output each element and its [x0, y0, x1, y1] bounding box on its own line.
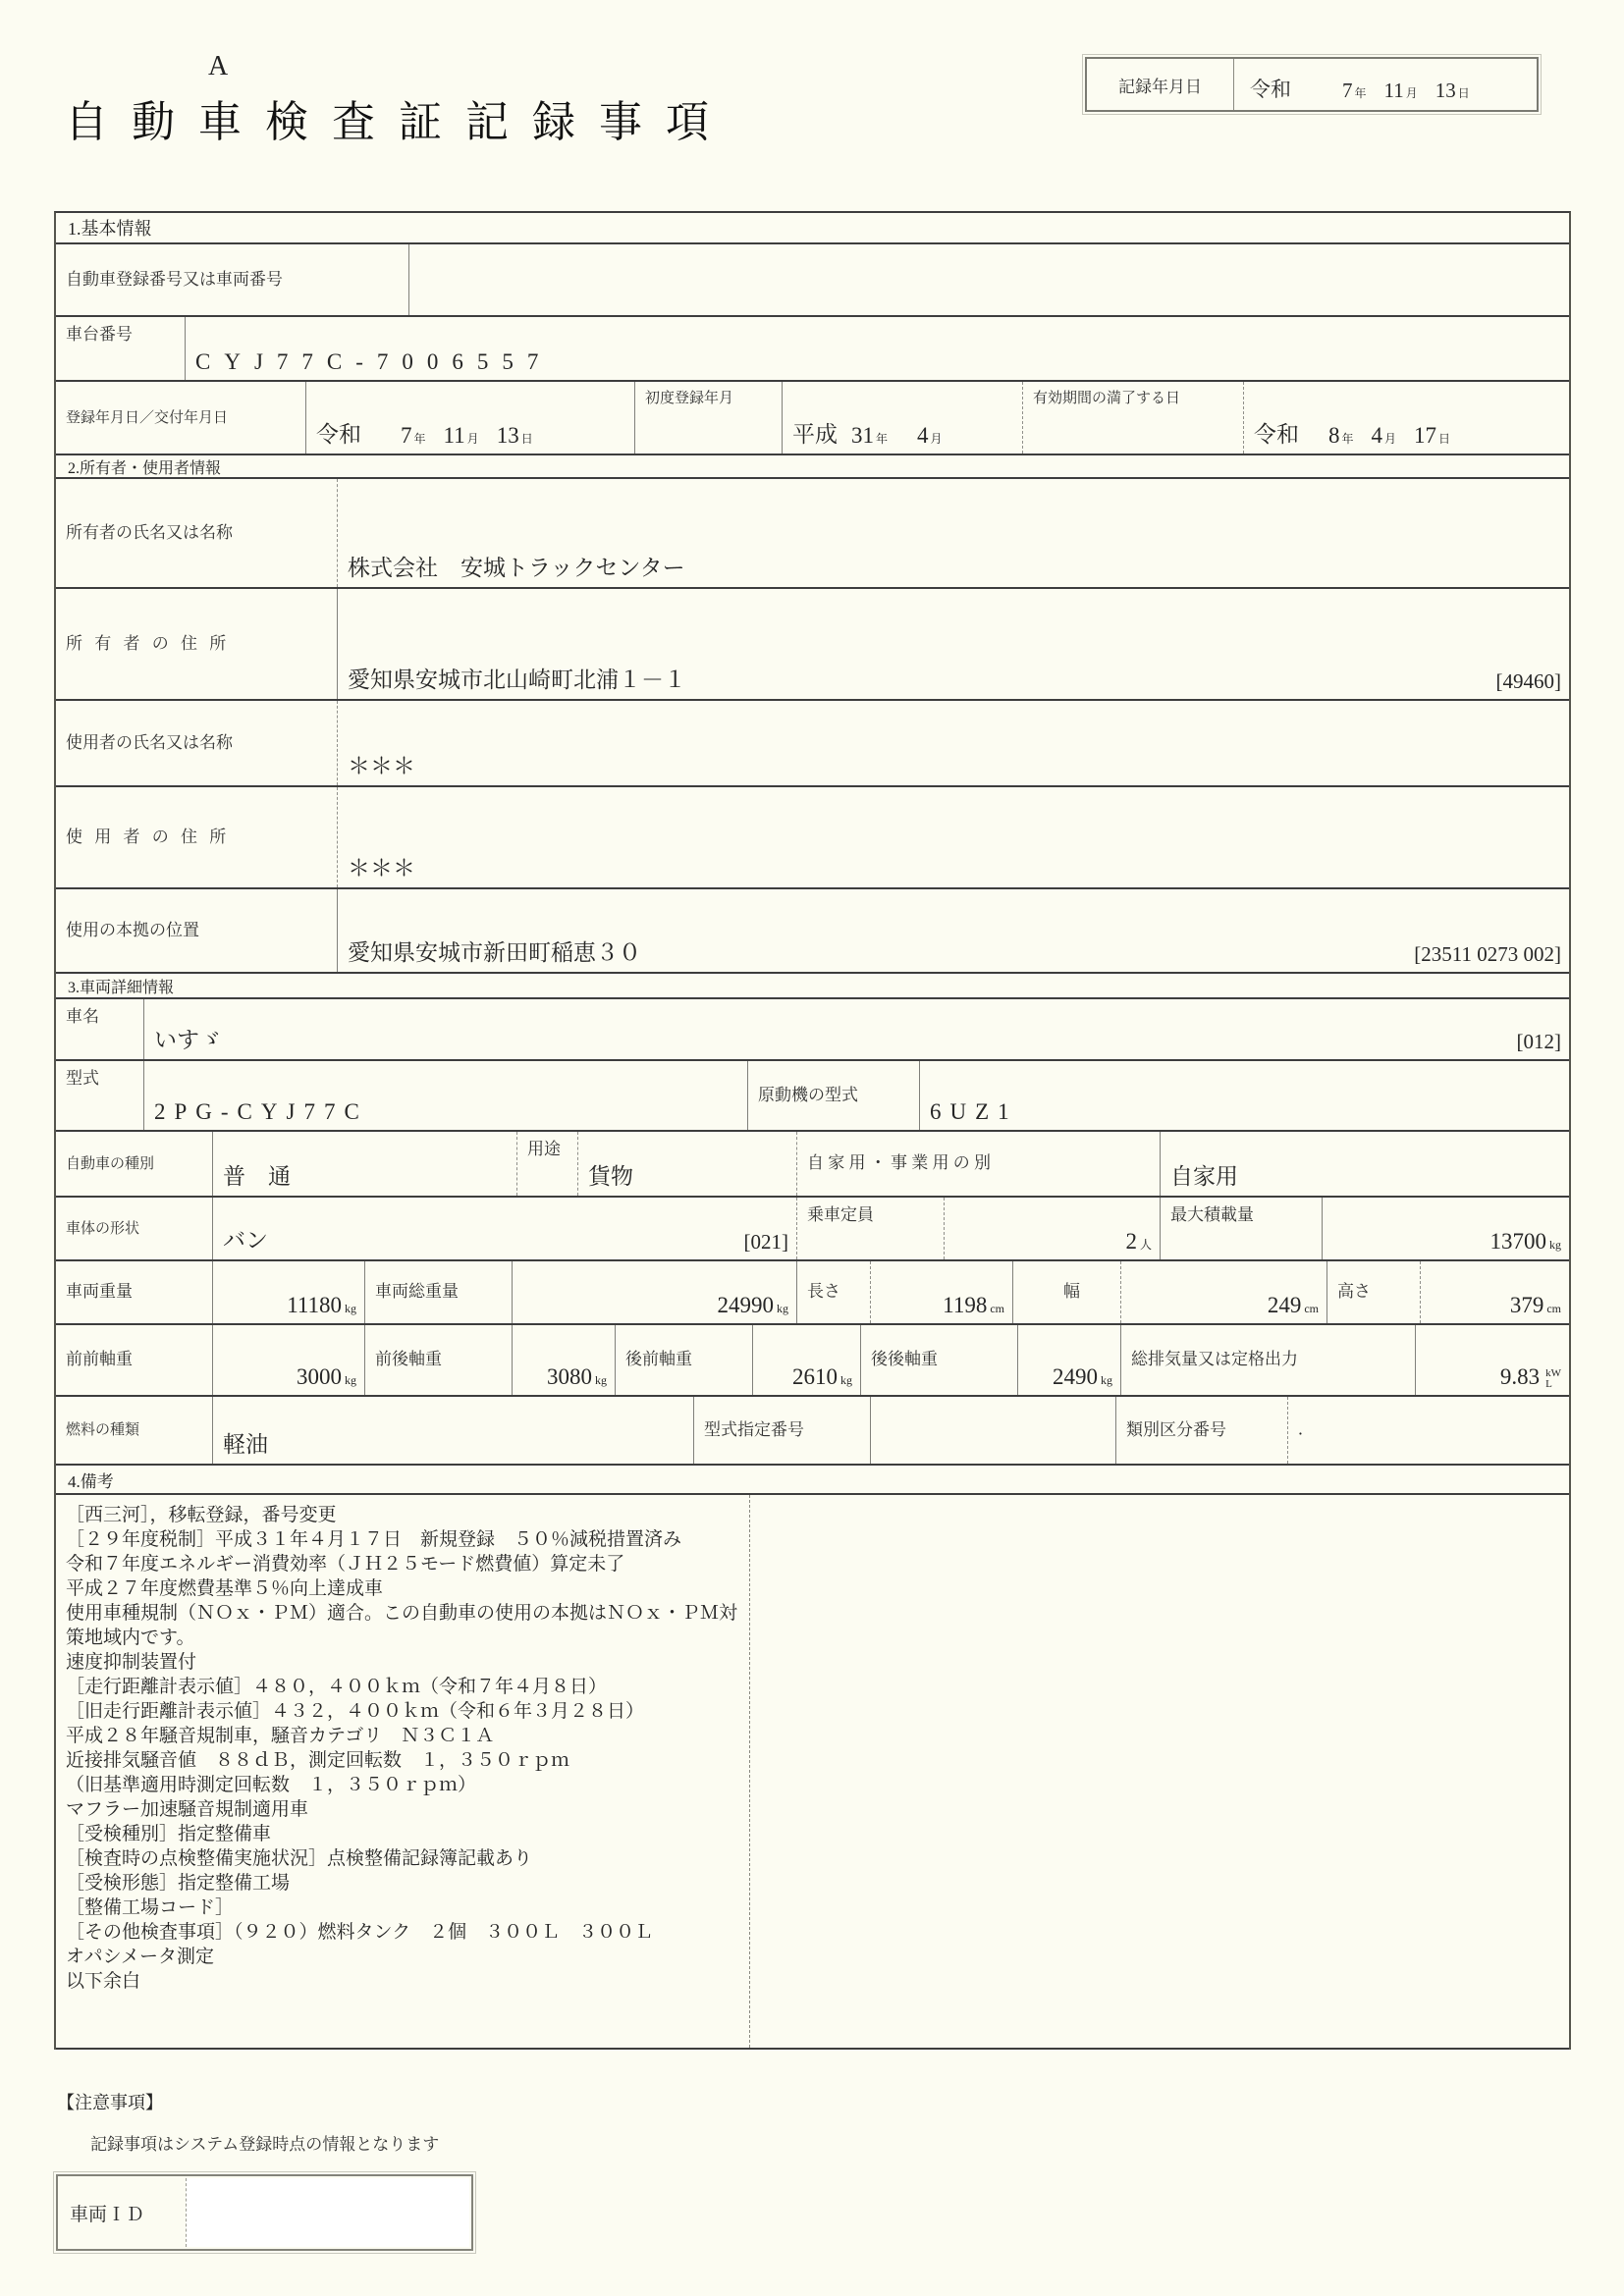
registration-date-year-unit: 年 — [413, 432, 426, 446]
record-date-year-unit: 年 — [1354, 86, 1367, 100]
owner-name-row — [56, 479, 1569, 589]
expiry-date-era: 令和 — [1254, 422, 1299, 447]
displacement-unit — [1545, 1368, 1561, 1390]
body-shape-value — [213, 1198, 797, 1259]
model-value: 2PG-CYJ77C — [144, 1061, 748, 1130]
chassis-number-row — [56, 317, 1569, 382]
vehicle-weight-number: 11180 — [287, 1293, 342, 1317]
vehicle-weight-unit: kg — [345, 1302, 356, 1315]
owner-address-row — [56, 589, 1569, 701]
gross-weight-label: 車両総重量 — [365, 1261, 513, 1323]
owner-address-code: [49460] — [1495, 669, 1561, 693]
notes-title: 【注意事項】 — [57, 2093, 163, 2112]
first-registration-era: 平成 — [792, 422, 838, 447]
model-label: 型式 — [56, 1061, 144, 1130]
first-registration-value — [783, 382, 1023, 454]
rear-front-axle-unit: kg — [840, 1373, 852, 1387]
remark-line: オパシメータ測定 — [66, 1947, 215, 1967]
registration-number-value — [409, 244, 1569, 315]
displacement-label: 総排気量又は定格出力 — [1121, 1325, 1416, 1395]
section-2-heading: 2.所有者・使用者情報 — [56, 455, 1569, 479]
registration-number-label: 自動車登録番号又は車両番号 — [56, 244, 409, 315]
front-rear-axle-value — [513, 1325, 616, 1395]
remark-line: 以下余白 — [66, 1971, 141, 1992]
remark-line: 速度抑制装置付 — [66, 1652, 197, 1673]
height-number: 379 — [1509, 1293, 1544, 1317]
front-front-axle-number: 3000 — [297, 1364, 342, 1389]
user-address-row — [56, 787, 1569, 889]
remark-line: 近接排気騒音値 ８８ｄＢ，測定回転数 １，３５０ｒｐｍ — [66, 1750, 570, 1771]
record-date-era: 令和 — [1250, 78, 1291, 101]
width-unit: cm — [1304, 1302, 1319, 1315]
section-3-heading: 3.車両詳細情報 — [56, 974, 1569, 999]
remark-line: ［旧走行距離計表示値］４３２，４００ｋｍ（令和６年３月２８日） — [66, 1701, 645, 1722]
private-business-value: 自家用 — [1170, 1164, 1238, 1189]
remark-line: 平成２７年度燃費基準５％向上達成車 — [66, 1578, 384, 1599]
width-value — [1121, 1261, 1327, 1323]
expiry-date-label: 有効期間の満了する日 — [1023, 382, 1244, 454]
front-front-axle-value — [213, 1325, 365, 1395]
rear-rear-axle-label: 後後軸重 — [861, 1325, 1018, 1395]
car-name-row — [56, 999, 1569, 1061]
use-value: 貨物 — [578, 1132, 797, 1196]
remarks-box — [56, 1495, 1569, 2050]
fuel-value: 軽油 — [213, 1397, 694, 1464]
registration-date-day: 13 — [496, 423, 519, 448]
remark-line: ［受検種別］指定整備車 — [66, 1824, 272, 1844]
expiry-date-month-unit: 月 — [1384, 432, 1397, 446]
registration-number-row — [56, 244, 1569, 317]
first-registration-label: 初度登録年月 — [635, 382, 783, 454]
weights-dimensions-row — [56, 1261, 1569, 1325]
user-name-row — [56, 701, 1569, 787]
rear-rear-axle-unit: kg — [1101, 1373, 1112, 1387]
displacement-unit-top: kW — [1545, 1367, 1561, 1379]
base-location-text: 愛知県安城市新田町稲恵３０ — [348, 940, 641, 965]
owner-name-label: 所有者の氏名又は名称 — [56, 479, 338, 587]
record-date-day: 13 — [1435, 79, 1456, 102]
max-load-value — [1323, 1198, 1569, 1259]
section-1-heading: 1.基本情報 — [56, 213, 1569, 244]
expiry-date-year: 8 — [1328, 423, 1340, 448]
max-load-label: 最大積載量 — [1161, 1198, 1323, 1259]
height-value — [1421, 1261, 1569, 1323]
body-shape-text: バン — [223, 1228, 268, 1253]
record-date-year: 7 — [1342, 79, 1353, 102]
record-date-label: 記録年月日 — [1087, 59, 1234, 110]
user-name-label: 使用者の氏名又は名称 — [56, 701, 338, 785]
owner-name-value: 株式会社 安城トラックセンター — [348, 556, 685, 580]
remark-line: ［走行距離計表示値］４８０，４００ｋｍ（令和７年４月８日） — [66, 1677, 608, 1697]
class-number-label: 類別区分番号 — [1116, 1397, 1288, 1464]
remark-line: ［西三河］，移転登録，番号変更 — [66, 1505, 337, 1525]
owner-address-value — [338, 589, 1569, 699]
base-location-value — [338, 889, 1569, 972]
type-designation-label: 型式指定番号 — [694, 1397, 871, 1464]
remark-line: 平成２８年騒音規制車，騒音カテゴリ Ｎ３Ｃ１Ａ — [66, 1726, 495, 1746]
car-name-label: 車名 — [56, 999, 144, 1059]
base-location-label: 使用の本拠の位置 — [56, 889, 338, 972]
front-front-axle-unit: kg — [345, 1373, 356, 1387]
height-label: 高さ — [1327, 1261, 1421, 1323]
body-shape-label: 車体の形状 — [56, 1198, 213, 1259]
front-rear-axle-number: 3080 — [547, 1364, 592, 1389]
user-name-value: ＊＊＊ — [348, 754, 415, 778]
remark-line: 使用車種規制（ＮＯｘ・ＰＭ）適合。この自動車の使用の本拠はＮＯｘ・ＰＭ対策地域内です。 — [66, 1603, 738, 1648]
chassis-number-value: CYJ77C-7006557 — [195, 349, 553, 374]
expiry-date-day-unit: 日 — [1438, 432, 1451, 446]
body-shape-row — [56, 1198, 1569, 1261]
gross-weight-unit: kg — [777, 1302, 788, 1315]
first-registration-year-unit: 年 — [876, 432, 889, 446]
user-address-label: 使 用 者 の 住 所 — [56, 787, 338, 887]
category-row — [56, 1132, 1569, 1198]
displacement-unit-bottom: L — [1545, 1378, 1552, 1390]
expiry-date-year-unit: 年 — [1341, 432, 1354, 446]
first-registration-month: 4 — [917, 423, 929, 448]
fuel-row — [56, 1397, 1569, 1466]
remarks-text — [56, 1495, 749, 2048]
displacement-number: 9.83 — [1499, 1364, 1541, 1389]
capacity-value — [945, 1198, 1161, 1259]
remark-line: 令和７年度エネルギー消費効率（ＪＨ２５モード燃費値）算定未了 — [66, 1554, 625, 1575]
category-value: 普 通 — [213, 1132, 517, 1196]
record-date-day-unit: 日 — [1457, 86, 1470, 100]
capacity-label: 乗車定員 — [797, 1198, 945, 1259]
remark-line: ［受検形態］指定整備工場 — [66, 1873, 291, 1894]
owner-address-label: 所 有 者 の 住 所 — [56, 589, 338, 699]
class-number-value: ． — [1298, 1421, 1315, 1438]
record-date-month-unit: 月 — [1405, 86, 1418, 100]
length-unit: cm — [990, 1302, 1004, 1315]
expiry-date-month: 4 — [1371, 423, 1383, 448]
body-shape-code: [021] — [743, 1230, 788, 1254]
fuel-label: 燃料の種類 — [56, 1397, 213, 1464]
base-location-code: [23511 0273 002] — [1414, 942, 1561, 966]
capacity-unit: 人 — [1139, 1238, 1152, 1252]
remark-line: （旧基準適用時測定回転数 １，３５０ｒｐｍ） — [66, 1775, 477, 1795]
vehicle-id-label: 車両ＩＤ — [70, 2204, 145, 2225]
remark-line: ［整備工場コード］ — [66, 1897, 235, 1918]
model-row — [56, 1061, 1569, 1132]
capacity-number: 2 — [1125, 1229, 1137, 1254]
remark-line: ［その他検査事項］（９２０）燃料タンク ２個 ３００Ｌ ３００Ｌ — [66, 1922, 654, 1943]
vehicle-id-value — [186, 2178, 469, 2247]
gross-weight-value — [513, 1261, 797, 1323]
registration-date-day-unit: 日 — [520, 432, 533, 446]
rear-rear-axle-number: 2490 — [1053, 1364, 1098, 1389]
max-load-unit: kg — [1549, 1238, 1561, 1252]
first-registration-year: 31 — [851, 423, 874, 448]
front-rear-axle-label: 前後軸重 — [365, 1325, 513, 1395]
owner-address-text: 愛知県安城市北山崎町北浦１－１ — [348, 667, 686, 692]
rear-front-axle-value — [753, 1325, 861, 1395]
length-label: 長さ — [797, 1261, 871, 1323]
car-name-code: [012] — [1516, 1030, 1561, 1053]
category-label: 自動車の種別 — [56, 1132, 213, 1196]
front-front-axle-label: 前前軸重 — [56, 1325, 213, 1395]
dates-row — [56, 382, 1569, 455]
gross-weight-number: 24990 — [717, 1293, 774, 1317]
registration-date-year: 7 — [401, 423, 412, 448]
registration-date-month-unit: 月 — [466, 432, 479, 446]
length-value — [871, 1261, 1013, 1323]
first-registration-month-unit: 月 — [930, 432, 943, 446]
use-label: 用途 — [517, 1132, 578, 1196]
engine-model-label: 原動機の型式 — [748, 1061, 920, 1130]
private-business-label: 自 家 用 ・ 事 業 用 の 別 — [797, 1132, 1161, 1196]
notes-body: 記録事項はシステム登録時点の情報となります — [90, 2135, 440, 2154]
chassis-number-label: 車台番号 — [56, 317, 186, 380]
engine-model-value: 6UZ1 — [930, 1099, 1018, 1124]
section-4-heading: 4.備考 — [56, 1466, 1569, 1495]
car-name-value — [144, 999, 1569, 1059]
type-designation-value — [871, 1397, 1116, 1464]
axle-weights-row — [56, 1325, 1569, 1397]
page-title: 自動車検査証記録事項 — [65, 98, 732, 146]
rear-front-axle-label: 後前軸重 — [616, 1325, 753, 1395]
remark-line: ［２９年度税制］平成３１年４月１７日 新規登録 ５０％減税措置済み — [66, 1529, 682, 1550]
remarks-divider — [749, 1495, 750, 2048]
page-marker: A — [208, 51, 229, 81]
remark-line: ［検査時の点検整備実施状況］点検整備記録簿記載あり — [66, 1848, 533, 1869]
record-date-value — [1234, 59, 1537, 110]
registration-date-label: 登録年月日／交付年月日 — [56, 382, 306, 454]
rear-front-axle-number: 2610 — [792, 1364, 838, 1389]
vehicle-weight-value — [213, 1261, 365, 1323]
vehicle-id-box — [56, 2174, 473, 2251]
rear-rear-axle-value — [1018, 1325, 1121, 1395]
displacement-value — [1416, 1325, 1569, 1395]
record-date-box — [1085, 57, 1539, 112]
registration-date-era: 令和 — [316, 422, 361, 447]
user-address-value: ＊＊＊ — [348, 856, 415, 881]
width-label: 幅 — [1013, 1261, 1121, 1323]
height-unit: cm — [1546, 1302, 1561, 1315]
vehicle-weight-label: 車両重量 — [56, 1261, 213, 1323]
front-rear-axle-unit: kg — [595, 1373, 607, 1387]
remark-line: マフラー加速騒音規制適用車 — [66, 1799, 309, 1820]
record-date-month: 11 — [1383, 79, 1404, 102]
base-location-row — [56, 889, 1569, 974]
registration-date-value — [306, 382, 635, 454]
max-load-number: 13700 — [1489, 1229, 1546, 1254]
registration-date-month: 11 — [443, 423, 465, 448]
car-name-text: いすゞ — [154, 1028, 222, 1052]
length-number: 1198 — [943, 1293, 988, 1317]
expiry-date-day: 17 — [1414, 423, 1437, 448]
expiry-date-value — [1244, 382, 1569, 454]
width-number: 249 — [1267, 1293, 1302, 1317]
main-table — [54, 211, 1571, 2050]
